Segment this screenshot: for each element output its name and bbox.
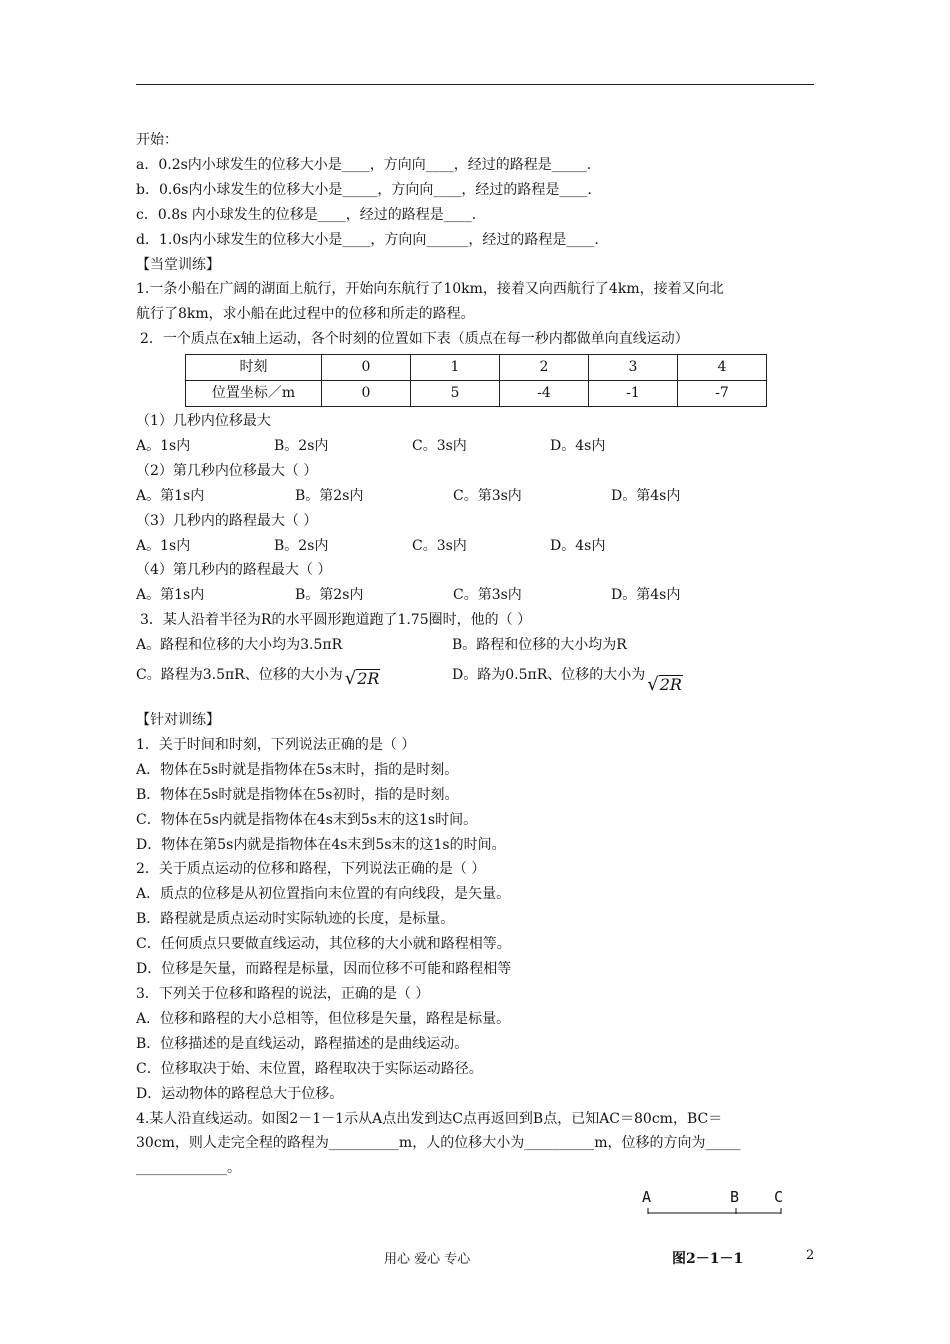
class-training-heading: 【当堂训练】 [136, 256, 220, 273]
tt-q2-a: A．质点的位移是从初位置指向末位置的有向线段，是矢量。 [136, 886, 511, 903]
intro-item-d: d．1.0s内小球发生的位移大小是____，方向向______，经过的路程是____. [136, 231, 599, 248]
option: D。第4s内 [611, 587, 681, 604]
option: B。第2s内 [295, 587, 364, 604]
option: B。第2s内 [295, 487, 364, 504]
figure-caption: 图2－1－1 [672, 1251, 744, 1267]
intro-start: 开始： [136, 132, 178, 148]
table-cell: -4 [500, 381, 589, 407]
radical-sign: √ [647, 674, 659, 696]
option: D。4s内 [550, 437, 606, 454]
option: A。路程和位移的大小均为3.5πR [136, 637, 343, 654]
ct-q3-options-cd [136, 658, 816, 696]
label-c: C [774, 1188, 784, 1206]
table-cell: 4 [678, 355, 767, 381]
radical-sign: √ [344, 668, 357, 690]
option: A。第1s内 [136, 587, 205, 604]
tt-q2: 2．关于质点运动的位移和路程，下列说法正确的是（ ） [136, 861, 486, 878]
radicand [659, 675, 683, 694]
ct-q1-line2: 航行了8km，求小船在此过程中的位移和所走的路程。 [136, 306, 475, 323]
table-cell: 位置坐标／m [186, 381, 322, 407]
table-row [186, 381, 767, 407]
page-content [136, 128, 816, 1181]
position-table [185, 354, 767, 407]
intro-item-b: b．0.6s内小球发生的位移大小是_____，方向向____，经过的路程是____. [136, 181, 592, 198]
figure-2-1-1 [640, 1184, 790, 1224]
ct-sub4-question: （4）第几秒内的路程最大（ ） [136, 562, 332, 579]
table-cell: 5 [411, 381, 500, 407]
tt-q1: 1．关于时间和时刻，下列说法正确的是（ ） [136, 736, 416, 753]
table-cell: 时刻 [186, 355, 322, 381]
radicand-coef: 2 [659, 675, 670, 695]
option: C。3s内 [412, 537, 467, 554]
tt-q1-a: A．物体在5s时就是指物体在5s末时，指的是时刻。 [136, 761, 459, 778]
tt-q4-line1: 4.某人沿直线运动。如图2－1－1示从A点出发到达C点再返回到B点，已知AC＝80cm，BC＝ [136, 1110, 723, 1127]
table-cell: 1 [411, 355, 500, 381]
ct-sub2-question: （2）第几秒内位移最大（ ） [136, 462, 318, 479]
option: A。第1s内 [136, 487, 205, 504]
tt-q3: 3．下列关于位移和路程的说法，正确的是（ ） [136, 986, 430, 1002]
ct-sub4-options [136, 583, 816, 608]
label-a: A [642, 1188, 652, 1206]
tt-q2-c: C．任何质点只要做直线运动，其位移的大小就和路程相等。 [136, 936, 511, 953]
tt-q1-d: D．物体在第5s内就是指物体在4s末到5s末的这1s的时间。 [136, 836, 506, 853]
tt-q1-b: B．物体在5s时就是指物体在5s初时，指的是时刻。 [136, 786, 459, 803]
ct-sub1-options [136, 434, 816, 459]
label-b: B [730, 1188, 740, 1206]
tt-q4-line3: _____________。 [136, 1160, 241, 1177]
option: D。4s内 [550, 537, 606, 554]
footer-motto: 用心 爱心 专心 [384, 1252, 471, 1267]
option: C。3s内 [412, 437, 467, 454]
option-c-text: C。路程为3.5πR、位移的大小为 [136, 667, 343, 684]
intro-item-a: a．0.2s内小球发生的位移大小是____，方向向____，经过的路程是_____. [136, 156, 592, 173]
ct-q1-line1: 1.一条小船在广阔的湖面上航行，开始向东航行了10km，接着又向西航行了4km，接着又向北 [136, 281, 724, 298]
option-c [136, 663, 452, 688]
table-cell: 0 [322, 355, 411, 381]
option-d [452, 663, 683, 696]
table-cell: 2 [500, 355, 589, 381]
table-cell: 3 [589, 355, 678, 381]
option: D。第4s内 [611, 487, 681, 504]
tt-q3-a: A．位移和路程的大小总相等，但位移是矢量，路程是标量。 [136, 1010, 511, 1027]
option: C。第3s内 [453, 487, 522, 504]
tt-q1-c: C．物体在5s内就是指物体在4s末到5s末的这1s时间。 [136, 811, 478, 828]
tt-q4-line2: 30cm，则人走完全程的路程为__________m，人的位移大小为__________m，位移的方向为_____ [136, 1135, 741, 1152]
option: C。第3s内 [453, 587, 522, 604]
radicand-coef: 2 [357, 669, 368, 689]
targeted-training-heading: 【针对训练】 [136, 712, 220, 729]
radicand-var: R [669, 675, 682, 695]
option: B。2s内 [274, 537, 329, 554]
ct-sub1-question: （1）几秒内位移最大 [136, 412, 271, 429]
sqrt-expression [345, 667, 381, 692]
intro-item-c: c．0.8s 内小球发生的位移是____，经过的路程是____. [136, 206, 477, 223]
table-cell: -1 [589, 381, 678, 407]
ct-sub3-question: （3）几秒内的路程最大（ ） [136, 512, 318, 529]
option-d-text: D。路为0.5πR、位移的大小为 [452, 667, 646, 684]
ct-q3-options-ab [136, 633, 816, 658]
tt-q2-d: D．位移是矢量，而路程是标量，因而位移不可能和路程相等 [136, 961, 512, 978]
ct-q2-stem: 2．一个质点在x轴上运动，各个时刻的位置如下表（质点在每一秒内都做单向直线运动） [140, 331, 689, 348]
header-rule [136, 84, 814, 85]
table-cell: 0 [322, 381, 411, 407]
option: B。2s内 [274, 437, 329, 454]
ct-q3-stem: 3．某人沿着半径为R的水平圆形跑道跑了1.75圈时，他的（ ） [140, 612, 532, 629]
option: A。1s内 [136, 437, 191, 454]
page-number: 2 [806, 1248, 815, 1263]
table-cell: -7 [678, 381, 767, 407]
ct-sub3-options [136, 534, 816, 559]
ct-sub2-options [136, 484, 816, 509]
tt-q3-d: D．运动物体的路程总大于位移。 [136, 1085, 344, 1102]
radicand-var: R [367, 669, 380, 689]
option: B。路程和位移的大小均为R [452, 637, 627, 654]
sqrt-expression [647, 673, 683, 698]
table-row [186, 355, 767, 381]
tt-q3-b: B．位移描述的是直线运动，路程描述的是曲线运动。 [136, 1035, 469, 1052]
radicand [356, 669, 380, 688]
option: A。1s内 [136, 537, 191, 554]
tt-q2-b: B．路程就是质点运动时实际轨迹的长度，是标量。 [136, 911, 455, 928]
tt-q3-c: C．位移取决于始、末位置，路程取决于实际运动路径。 [136, 1060, 483, 1077]
